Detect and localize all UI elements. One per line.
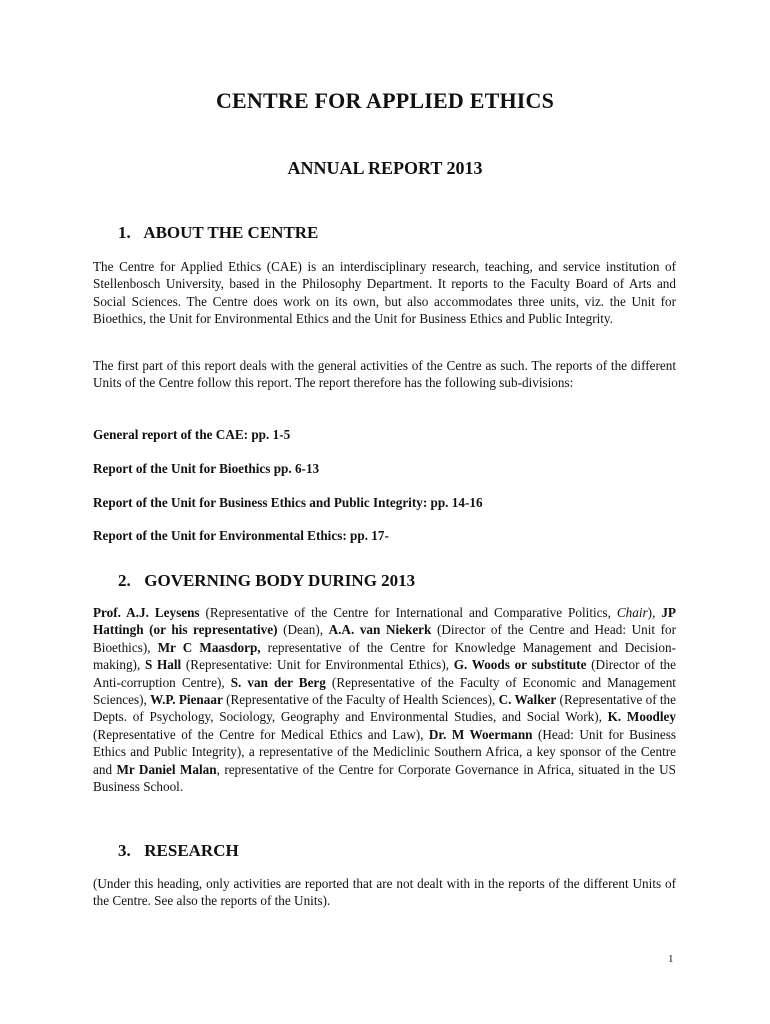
document-subtitle: ANNUAL REPORT 2013 — [287, 158, 483, 178]
member-description: (Representative of the Depts. of Psychology, Sociology, Geography and Environmental Studies, and Social Work), — [93, 692, 677, 725]
member-name: C. Walker — [498, 692, 557, 708]
section-number: 3. — [118, 841, 131, 860]
member-name: A.A. van Niekerk — [328, 622, 432, 638]
member-description: (Director of the Anti-corruption Centre), — [93, 657, 677, 690]
member-description: , representative of the Centre for Corporate Governance in Africa, situated in the US Business School. — [93, 761, 676, 795]
subdivision-item: General report of the CAE: pp. 1-5 — [93, 427, 291, 442]
section-heading-research — [118, 841, 239, 861]
subdivision-item: Report of the Unit for Environmental Ethics: pp. 17- — [93, 528, 389, 543]
member-description: (Director of the Centre and Head: Unit for Bioethics), — [93, 622, 676, 655]
member-description: (Head: Unit for Business Ethics and Public Integrity), a representative of the Mediclinic Southern Africa, a key sponsor of the Centre and — [93, 726, 676, 777]
member-name: G. Woods or substitute — [453, 657, 587, 673]
member-description: (Dean), — [277, 622, 329, 638]
member-description: ), — [647, 605, 662, 620]
member-description: representative of the Centre for Knowledge Management and Decision-making), — [93, 639, 676, 673]
member-description: Chair — [616, 605, 648, 620]
page-number: 1 — [668, 953, 674, 965]
member-description: (Representative: Unit for Environmental Ethics), — [181, 657, 454, 673]
about-paragraph-1: The Centre for Applied Ethics (CAE) is an interdisciplinary research, teaching, and service institution of Stellenbosch University, based in the Philosophy Department. It reports to the Faculty Board of Arts and Social Sciences. The Centre does work on its own, but also accommodates three units, viz. the Unit for Bioethics, the Unit for Environmental Ethics and the Unit for Business Ethics and Public Integrity. — [93, 259, 676, 327]
section-title: ABOUT THE CENTRE — [143, 223, 319, 242]
section-number: 1. — [118, 223, 131, 242]
subdivision-item: Report of the Unit for Bioethics pp. 6-13 — [93, 461, 320, 476]
member-name: S. van der Berg — [230, 674, 326, 690]
section-title: RESEARCH — [144, 841, 239, 860]
section-heading-governing — [118, 571, 415, 591]
document-title: CENTRE FOR APPLIED ETHICS — [215, 88, 555, 113]
section-title: GOVERNING BODY DURING 2013 — [144, 571, 416, 590]
member-description: (Representative of the Faculty of Health Sciences), — [222, 692, 499, 708]
section-heading-about — [118, 223, 318, 243]
member-name: S Hall — [144, 657, 182, 673]
member-description: (Representative of the Centre for Medical Ethics and Law), — [93, 726, 429, 742]
member-name: Dr. M Woermann — [428, 726, 533, 742]
section-number: 2. — [118, 571, 131, 590]
research-paragraph: (Under this heading, only activities are reported that are not dealt with in the reports of the different Units of the Centre. See also the reports of the Units). — [93, 876, 676, 909]
member-name: JP Hattingh (or his representative) — [93, 605, 676, 638]
member-description: (Representative of the Centre for International and Comparative Politics, — [199, 605, 617, 620]
subdivision-item: Report of the Unit for Business Ethics and Public Integrity: pp. 14-16 — [93, 495, 483, 510]
member-name: Mr C Maasdorp, — [157, 639, 261, 655]
member-name: Prof. A.J. Leysens — [93, 605, 200, 620]
member-name: K. Moodley — [607, 709, 676, 725]
about-paragraph-2: The first part of this report deals with the general activities of the Centre as such. The reports of the different Units of the Centre follow this report. The report therefore has the following sub-divisions: — [93, 358, 676, 391]
governing-body-paragraph — [93, 604, 676, 795]
member-name: W.P. Pienaar — [150, 692, 223, 708]
member-description: (Representative of the Faculty of Economic and Management Sciences), — [93, 674, 676, 708]
member-name: Mr Daniel Malan — [116, 761, 217, 777]
